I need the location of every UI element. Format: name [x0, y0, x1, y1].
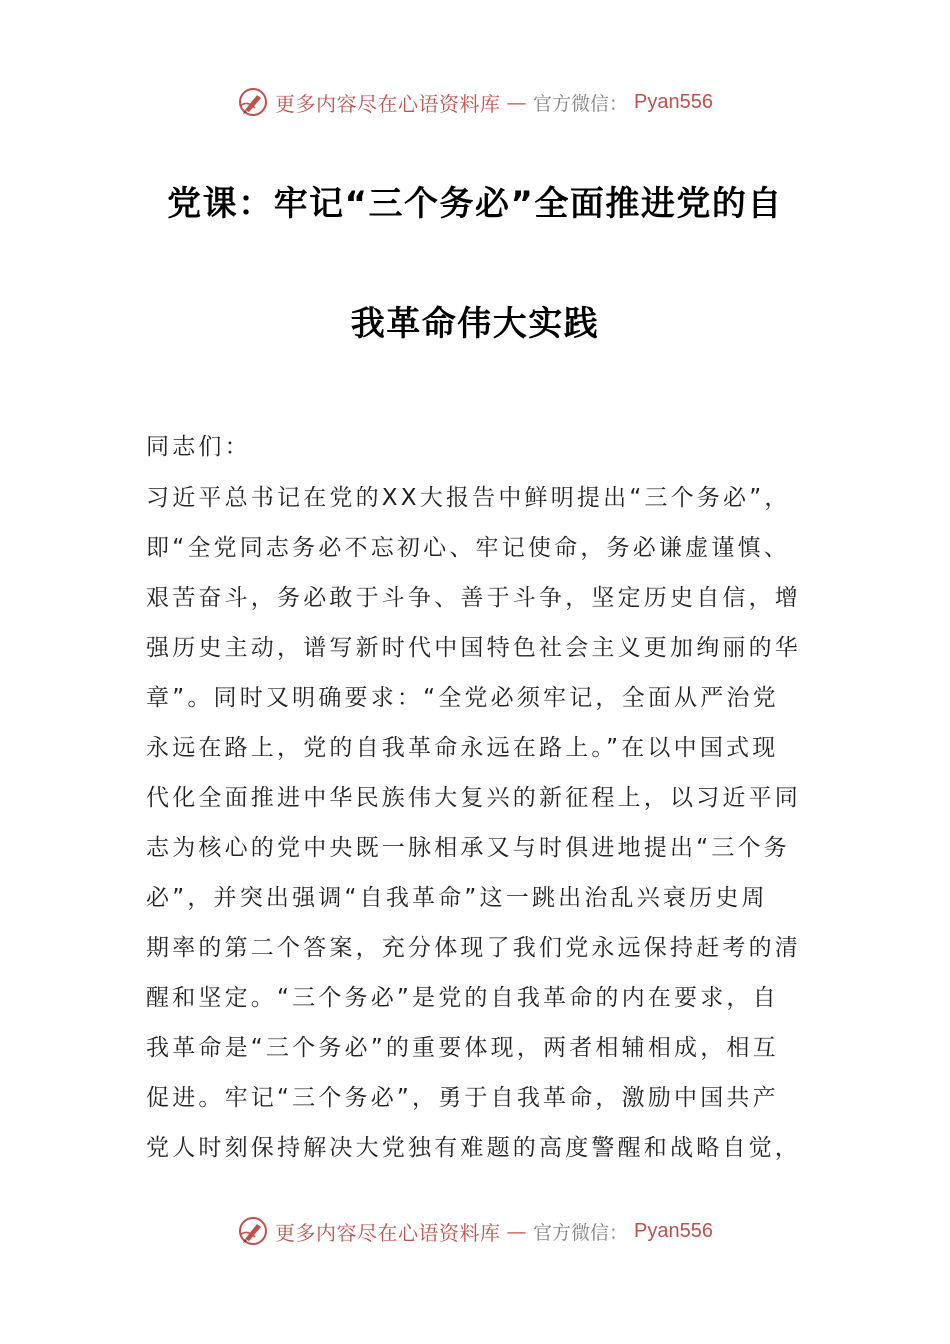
body-line: 我革命是“三个务必”的重要体现，两者相辅相成，相互	[146, 1035, 779, 1061]
watermark-sub-text: 官方微信：	[533, 1221, 629, 1244]
body-line: 强历史主动，谱写新时代中国特色社会主义更加绚丽的华	[146, 635, 801, 661]
body-line: 艰苦奋斗，务必敢于斗争、善于斗争，坚定历史自信，增	[146, 585, 801, 611]
watermark-dash: —	[506, 90, 527, 114]
watermark-wechat-id: Pyan556	[634, 90, 713, 113]
footer-watermark	[0, 1211, 950, 1251]
watermark-dash: —	[506, 1219, 527, 1243]
pen-logo-icon	[237, 1215, 269, 1247]
body-line: 习近平总书记在党的XX大报告中鲜明提出“三个务必”，	[146, 485, 791, 511]
body-line: 促进。牢记“三个务必”，勇于自我革命，激励中国共产	[146, 1085, 779, 1111]
body-line: 即“全党同志务必不忘初心、牢记使命，务必谦虚谨慎、	[146, 535, 790, 561]
document-title-line-1: 党课：牢记“三个务必”全面推进党的自	[167, 184, 783, 224]
watermark-wechat-id: Pyan556	[634, 1219, 713, 1242]
body-line: 代化全面推进中华民族伟大复兴的新征程上，以习近平同	[146, 785, 801, 811]
body-line: 志为核心的党中央既一脉相承又与时俱进地提出“三个务	[146, 835, 790, 861]
salutation: 同志们：	[146, 434, 251, 460]
body-line: 必”，并突出强调“自我革命”这一跳出治乱兴衰历史周	[146, 885, 768, 911]
body-line: 期率的第二个答案，充分体现了我们党永远保持赶考的清	[146, 935, 801, 961]
watermark-main-text: 更多内容尽在心语资料库	[275, 91, 501, 116]
watermark-main-text: 更多内容尽在心语资料库	[275, 1220, 501, 1245]
body-line: 章”。同时又明确要求：“全党必须牢记，全面从严治党	[146, 685, 779, 711]
document-title-line-2: 我革命伟大实践	[350, 304, 600, 344]
header-watermark	[0, 82, 950, 122]
body-line: 永远在路上，党的自我革命永远在路上。”在以中国式现	[146, 735, 779, 761]
body-line: 醒和坚定。“三个务必”是党的自我革命的内在要求，自	[146, 985, 779, 1011]
watermark-sub-text: 官方微信：	[533, 92, 629, 115]
pen-logo-icon	[237, 86, 269, 118]
body-line: 党人时刻保持解决大党独有难题的高度警醒和战略自觉，	[146, 1135, 801, 1161]
